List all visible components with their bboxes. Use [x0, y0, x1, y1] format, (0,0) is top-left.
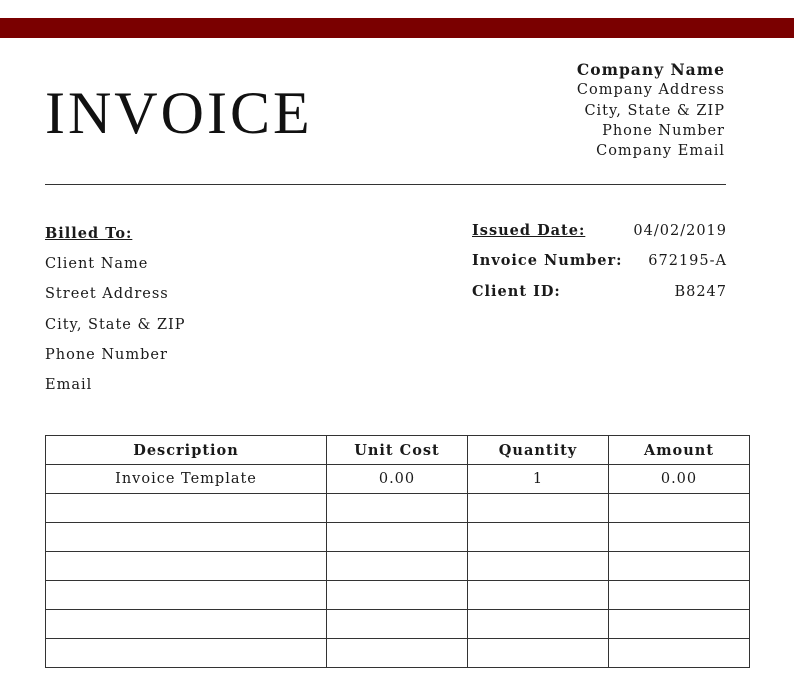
table-row: [46, 465, 750, 494]
cell-description: [46, 552, 327, 581]
cell-quantity: 1: [468, 465, 609, 494]
cell-unit-cost: [327, 639, 468, 668]
table-row: [46, 552, 750, 581]
issued-date-row: [472, 220, 727, 250]
cell-description: Invoice Template: [46, 465, 327, 494]
cell-amount: [609, 523, 750, 552]
cell-unit-cost: [327, 552, 468, 581]
company-email: Company Email: [596, 143, 725, 160]
column-header-quantity: Quantity: [468, 436, 609, 465]
client-id-label: Client ID:: [472, 282, 561, 300]
cell-description: [46, 639, 327, 668]
table-row: [46, 523, 750, 552]
cell-amount: 0.00: [609, 465, 750, 494]
header-divider: [45, 184, 726, 185]
invoice-title: INVOICE: [45, 80, 313, 146]
cell-unit-cost: 0.00: [327, 465, 468, 494]
client-city-state-zip: City, State & ZIP: [45, 316, 186, 333]
company-address: Company Address: [576, 82, 725, 99]
client-name: Client Name: [45, 256, 149, 273]
column-header-amount: Amount: [609, 436, 750, 465]
cell-unit-cost: [327, 523, 468, 552]
invoice-number-label: Invoice Number:: [472, 252, 623, 270]
cell-amount: [609, 552, 750, 581]
line-items-table: [45, 435, 750, 668]
client-id-row: [472, 281, 727, 311]
billed-to-section: [45, 223, 186, 404]
invoice-meta: [472, 220, 727, 311]
invoice-number-value: 672195-A: [648, 253, 727, 270]
cell-description: [46, 494, 327, 523]
cell-amount: [609, 610, 750, 639]
cell-unit-cost: [327, 581, 468, 610]
billed-to-heading: Billed To:: [45, 225, 133, 242]
client-street-address: Street Address: [45, 286, 169, 303]
cell-amount: [609, 581, 750, 610]
cell-quantity: [468, 581, 609, 610]
cell-description: [46, 581, 327, 610]
cell-unit-cost: [327, 494, 468, 523]
table-row: [46, 494, 750, 523]
cell-quantity: [468, 610, 609, 639]
client-email: Email: [45, 376, 93, 393]
cell-quantity: [468, 639, 609, 668]
table-row: [46, 581, 750, 610]
cell-quantity: [468, 523, 609, 552]
invoice-number-row: [472, 250, 727, 280]
client-phone: Phone Number: [45, 346, 168, 363]
company-name: Company Name: [576, 60, 725, 79]
cell-quantity: [468, 494, 609, 523]
column-header-unit-cost: Unit Cost: [327, 436, 468, 465]
company-info: [577, 60, 725, 161]
company-city-state-zip: City, State & ZIP: [584, 102, 725, 119]
company-phone: Phone Number: [602, 122, 725, 139]
table-row: [46, 610, 750, 639]
cell-unit-cost: [327, 610, 468, 639]
issued-date-value: 04/02/2019: [633, 223, 727, 239]
client-id-value: B8247: [674, 283, 727, 300]
cell-description: [46, 610, 327, 639]
table-header-row: [46, 436, 750, 465]
issued-date-label: Issued Date:: [472, 222, 586, 239]
column-header-description: Description: [46, 436, 327, 465]
cell-amount: [609, 639, 750, 668]
table-row: [46, 639, 750, 668]
cell-description: [46, 523, 327, 552]
cell-amount: [609, 494, 750, 523]
accent-bar: [0, 18, 794, 38]
cell-quantity: [468, 552, 609, 581]
